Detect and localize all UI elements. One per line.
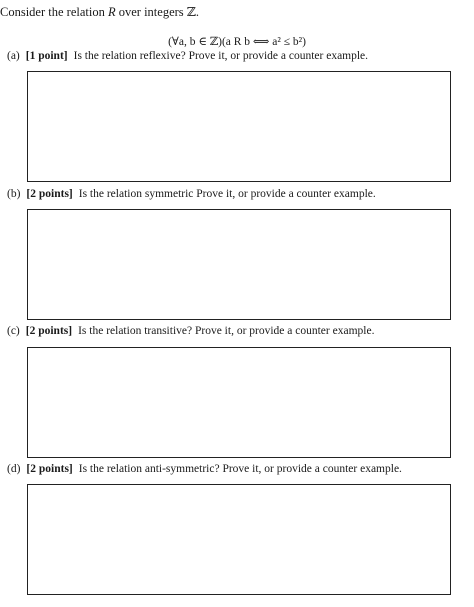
answer-box-c[interactable] xyxy=(27,347,451,458)
question-points: [2 points] xyxy=(26,188,73,200)
question-a xyxy=(7,50,368,62)
question-text: Is the relation symmetric Prove it, or provide a counter example. xyxy=(78,188,376,200)
question-points: [1 point] xyxy=(25,50,68,62)
question-label: (d) xyxy=(7,463,21,475)
question-label: (a) xyxy=(7,50,20,62)
question-label: (c) xyxy=(7,325,20,337)
question-points: [2 points] xyxy=(26,463,73,475)
answer-box-b[interactable] xyxy=(27,209,451,320)
answer-box-d[interactable] xyxy=(27,484,451,595)
question-c xyxy=(7,325,374,337)
question-b xyxy=(7,188,376,200)
relation-definition-formula: (∀a, b ∈ ℤ)(a R b ⟺ a² ≤ b²) xyxy=(168,36,306,48)
question-text: Is the relation anti-symmetric? Prove it, or provide a counter example. xyxy=(78,463,402,475)
question-label: (b) xyxy=(7,188,21,200)
relation-symbol: R xyxy=(107,5,116,19)
answer-box-a[interactable] xyxy=(27,71,451,182)
question-text: Is the relation transitive? Prove it, or provide a counter example. xyxy=(78,325,375,337)
intro-prefix: Consider the relation xyxy=(0,5,108,19)
question-d xyxy=(7,463,402,475)
intro-suffix: over integers ℤ. xyxy=(115,5,200,19)
question-points: [2 points] xyxy=(25,325,73,337)
intro-text xyxy=(0,4,199,20)
question-text: Is the relation reflexive? Prove it, or provide a counter example. xyxy=(73,50,369,62)
